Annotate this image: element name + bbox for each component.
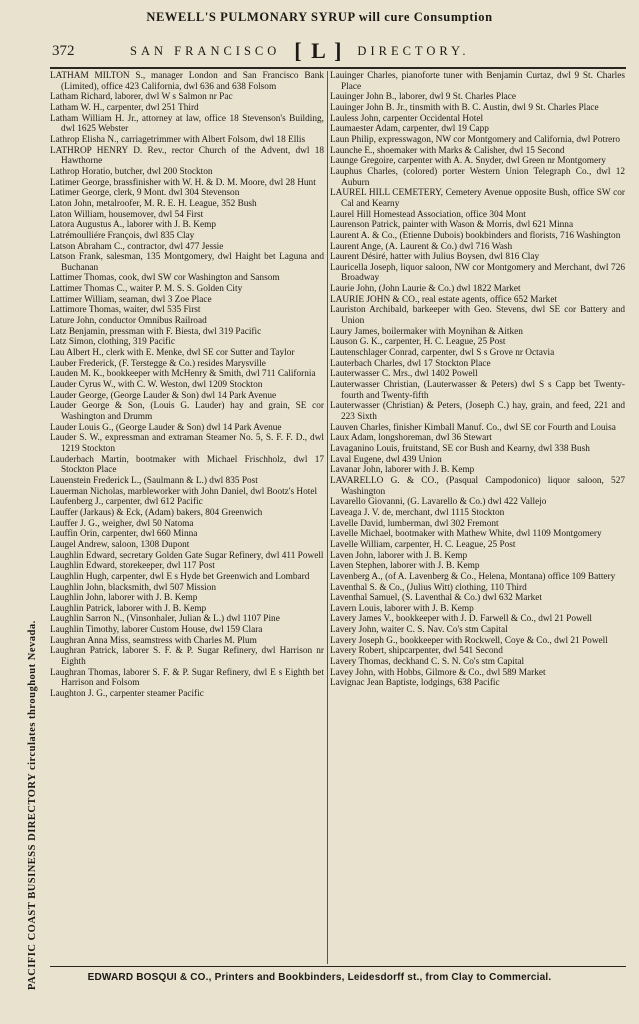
directory-entry: Lavey John, with Hobbs, Gilmore & Co., dwl 589 Market [330,667,546,678]
directory-entry: Laughran Patrick, laborer S. F. & P. Sugar Refinery, dwl Harrison nr Eighth [50,646,324,668]
directory-entry: LAVARELLO G. & CO., (Pasqual Campodonico) liquor saloon, 527 Washington [330,475,625,497]
directory-entry: Lavenberg A., (of A. Lavenberg & Co., Helena, Montana) office 109 Battery [330,571,616,582]
directory-entry: Latz Benjamin, pressman with F. Biesta, dwl 319 Pacific [50,326,262,337]
directory-entry: Lauinger John B., laborer, dwl 9 St. Charles Place [330,92,517,103]
directory-entry: Laughran Thomas, laborer S. F. & P. Sugar Refinery, dwl E s Eighth bet Harrison and Folsom [50,667,324,689]
directory-entry: Lauterwasser Christian, (Lauterwasser & Peters) dwl S s Capp bet Twenty-fourth and Twenty-fifth [330,380,625,401]
directory-entry: Latimer George, clerk, 9 Mont. dwl 304 Stevenson [50,188,240,199]
directory-entry: Laughlin Edward, secretary Golden Gate Sugar Refinery, dwl 411 Powell [50,550,324,561]
directory-entry: Lauterbach Charles, dwl 17 Stockton Place [330,358,491,369]
directory-entry: Laughlin Edward, storekeeper, dwl 117 Post [50,561,215,572]
directory-entry: Lauterwasser C. Mrs., dwl 1402 Powell [330,369,478,380]
directory-entry: Laton William, housemover, dwl 54 First [50,209,204,220]
directory-entry: Laughlin Patrick, laborer with J. B. Kemp [50,603,207,614]
directory-entry: Lavarello Giovanni, (G. Lavarello & Co.) dwl 422 Vallejo [330,497,547,508]
directory-entry: Latz Simon, clothing, 319 Pacific [50,337,175,348]
directory-entry: Lauffer (Jarkaus) & Eck, (Adam) bakers, 804 Greenwich [50,507,263,518]
right-column [330,71,625,964]
directory-entry: Lathrop Elisha N., carriagetrimmer with Albert Folsom, dwl 18 Ellis [50,134,306,145]
directory-entry: Lautenschlager Conrad, carpenter, dwl S s Grove nr Octavia [330,348,555,359]
directory-entry: Laughlin Sarron N., (Vinsonhaler, Julian & L.) dwl 1107 Pine [50,614,280,625]
directory-entry: Lauder George, (George Lauder & Son) dwl 14 Park Avenue [50,390,277,401]
directory-entry: Lauven Charles, finisher Kimball Manuf. Co., dwl SE cor Fourth and Louisa [330,422,616,433]
directory-entry: Lauinger Charles, pianoforte tuner with Benjamin Curtaz, dwl 9 St. Charles Place [330,71,625,92]
directory-entry: Laury James, boilermaker with Moynihan & Aitken [330,326,523,337]
directory-entry: Laumaester Adam, carpenter, dwl 19 Capp [330,124,489,135]
directory-entry: Laurent A. & Co., (Etienne Dubois) bookbinders and florists, 716 Washington [330,230,621,241]
directory-entry: Lauden M. K., bookkeeper with McHenry & Smith, dwl 711 California [50,369,316,380]
directory-entry: Lau Albert H., clerk with E. Menke, dwl SE cor Sutter and Taylor [50,348,295,359]
directory-entry: Laventhal Samuel, (S. Laventhal & Co.) dwl 632 Market [330,593,542,604]
directory-entry: LAURIE JOHN & CO., real estate agents, office 652 Market [330,294,558,305]
directory-entry: Lauder S. W., expressman and extraman Steamer No. 5, S. F. F. D., dwl 1219 Stockton [50,433,324,454]
directory-entry: Lattimore Thomas, waiter, dwl 535 First [50,305,201,316]
directory-entry: Lavelle William, carpenter, H. C. League, 25 Post [330,539,516,550]
directory-entry: Laughlin Hugh, carpenter, dwl E s Hyde bet Greenwich and Lombard [50,571,310,582]
directory-entry: Latham William H. Jr., attorney at law, office 18 Stevenson's Building, dwl 1625 Webster [50,113,324,135]
directory-entry: Laval Eugene, dwl 439 Union [330,454,442,465]
page-header [52,36,622,66]
directory-entry: Laufenberg J., carpenter, dwl 612 Pacific [50,497,203,508]
directory-entry: LATHAM MILTON S., manager London and San Francisco Bank (Limited), office 423 California, dwl 636 and 638 Folsom [50,71,324,92]
directory-entry: Lauerman Nicholas, marbleworker with John Daniel, dwl Bootz's Hotel [50,486,318,497]
directory-entry: Lauenstein Frederick L., (Saulmann & L.) dwl 835 Post [50,475,258,486]
header-city: SAN FRANCISCO [130,43,281,58]
directory-entry: Laux Adam, longshoreman, dwl 36 Stewart [330,433,492,444]
directory-entry: Lathrop Horatio, butcher, dwl 200 Stockton [50,166,213,177]
directory-entry: Lauterwasser (Christian) & Peters, (Joseph C.) hay, grain, and feed, 221 and 223 Sixth [330,401,625,422]
left-column [50,71,324,964]
directory-entry: Laurent Désiré, hatter with Julius Boysen, dwl 816 Clay [330,252,540,263]
directory-entry: Lattimer Thomas, cook, dwl SW cor Washington and Sansom [50,273,280,284]
directory-entry: Laughlin John, laborer with J. B. Kemp [50,593,198,604]
directory-entry: Lauder George & Son, (Louis G. Lauder) hay and grain, SE cor Washington and Drumm [50,401,324,422]
directory-entry: Lavaganino Louis, fruitstand, SE cor Bush and Kearny, dwl 338 Bush [330,443,590,454]
directory-entry: Laughlin Timothy, laborer Custom House, dwl 159 Clara [50,625,263,636]
directory-entry: Lavelle David, lumberman, dwl 302 Fremont [330,518,499,529]
directory-entry: Lattimer William, seaman, dwl 3 Zoe Place [50,294,212,305]
directory-entry: Laventhal S. & Co., (Julius Witt) clothing, 110 Third [330,582,527,593]
directory-entry: Latrémoulliére François, dwl 835 Clay [50,230,195,241]
directory-entry: Laurel Hill Homestead Association, office 304 Mont [330,209,526,220]
directory-entry: Laven Stephen, laborer with J. B. Kemp [330,561,480,572]
side-margin-text: PACIFIC COAST BUSINESS DIRECTORY circulates throughout Nevada. [27,620,38,990]
header-directory: DIRECTORY. [357,43,470,58]
directory-entry: Lavery James V., bookkeeper with J. D. Farwell & Co., dwl 21 Powell [330,614,593,625]
directory-entry: Lauless John, carpenter Occidental Hotel [330,113,484,124]
directory-entry: Lauber Frederick, (F. Terstegge & Co.) resides Marysville [50,358,266,369]
page-number: 372 [52,42,75,59]
directory-entry: Lavery Robert, shipcarpenter, dwl 541 Second [330,646,503,657]
footer-rule [50,966,626,967]
directory-entry: Lauriston Archibald, barkeeper with Geo. Stevens, dwl SE cor Battery and Union [330,305,625,327]
directory-entry: Latimer George, brassfinisher with W. H. & D. M. Moore, dwl 28 Hunt [50,177,316,188]
directory-entry: Lauderbach Martin, bootmaker with Michael Frischholz, dwl 17 Stockton Place [50,454,324,476]
directory-entry: Laughton J. G., carpenter steamer Pacific [50,689,204,700]
directory-entry: Laun Philip, expresswagon, NW cor Montgomery and California, dwl Potrero [330,134,621,145]
directory-entry: Lauffer J. G., weigher, dwl 50 Natoma [50,518,194,529]
directory-entry: Lauffin Orin, carpenter, dwl 660 Minna [50,529,198,540]
directory-entry: Lattimer Thomas C., waiter P. M. S. S. Golden City [50,284,243,295]
directory-entry: Lauder Cyrus W., with C. W. Weston, dwl 1209 Stockton [50,380,263,391]
directory-entry: LAUREL HILL CEMETERY, Cemetery Avenue opposite Bush, office SW cor Cal and Kearny [330,188,625,209]
directory-entry: Lavery Thomas, deckhand C. S. N. Co's stm Capital [330,657,525,668]
directory-entry: LATHROP HENRY D. Rev., rector Church of the Advent, dwl 18 Hawthorne [50,145,324,167]
printer-footer: EDWARD BOSQUI & CO., Printers and Bookbinders, Leidesdorff st., from Clay to Commercial. [87,972,552,983]
advertisement-banner: NEWELL'S PULMONARY SYRUP will cure Consumption [146,10,493,24]
directory-entry: Lauinger John B. Jr., tinsmith with B. C. Austin, dwl 9 St. Charles Place [330,102,599,113]
directory-entry: Latham W. H., carpenter, dwl 251 Third [50,102,199,113]
directory-entry: Lavanar John, laborer with J. B. Kemp [330,465,475,476]
directory-entry: Laughran Anna Miss, seamstress with Charles M. Plum [50,635,257,646]
directory-entry: Laurie John, (John Laurie & Co.) dwl 1822 Market [330,284,521,295]
directory-entry: Launge Gregoire, carpenter with A. A. Snyder, dwl Green nr Montgomery [330,156,606,167]
header-rule [50,67,626,69]
directory-entry: Laugel Andrew, saloon, 1308 Dupont [50,539,190,550]
directory-entry: Latson Frank, salesman, 135 Montgomery, dwl Haight bet Laguna and Buchanan [50,252,324,273]
directory-entry: Lauder Louis G., (George Lauder & Son) dwl 14 Park Avenue [50,422,282,433]
directory-entry: Lavery Joseph G., bookkeeper with Rockwell, Coye & Co., dwl 21 Powell [330,635,608,646]
directory-entry: Laurent Ange, (A. Laurent & Co.) dwl 716 Wash [330,241,513,252]
directory-entry: Latson Abraham C., contractor, dwl 477 Jessie [50,241,224,252]
directory-entry: Lauson G. K., carpenter, H. C. League, 25 Post [330,337,506,348]
header-letter: [ L ] [294,38,344,63]
directory-entry: Lavern Louis, laborer with J. B. Kemp [330,603,474,614]
directory-entry: Latora Augustus A., laborer with J. B. Kemp [50,220,217,231]
directory-entry: Laveaga J. V. de, merchant, dwl 1115 Stockton [330,507,505,518]
directory-entry: Lauphus Charles, (colored) porter Western Union Telegraph Co., dwl 12 Auburn [330,166,625,188]
directory-entry: Lauricella Joseph, liquor saloon, NW cor Montgomery and Merchant, dwl 726 Broadway [330,262,625,284]
directory-entry: Laughlin John, blacksmith, dwl 507 Mission [50,582,217,593]
directory-entry: Laton John, metalroofer, M. R. E. H. League, 352 Bush [50,198,257,209]
directory-entry: Launche E., shoemaker with Marks & Calisher, dwl 15 Second [330,145,565,156]
directory-entry: Lavery John, waiter C. S. Nav. Co's stm Capital [330,625,508,636]
directory-entry: Lavelle Michael, bootmaker with Mathew White, dwl 1109 Montgomery [330,529,602,540]
column-divider [327,71,328,964]
directory-entry: Lature John, conductor Omnibus Railroad [50,316,207,327]
directory-entry: Lavignac Jean Baptiste, lodgings, 638 Pacific [330,678,500,689]
directory-entry: Laurenson Patrick, painter with Wason & Morris, dwl 621 Minna [330,220,574,231]
directory-entry: Laven John, laborer with J. B. Kemp [330,550,468,561]
directory-entry: Latham Richard, laborer, dwl W s Salmon nr Pac [50,92,233,103]
